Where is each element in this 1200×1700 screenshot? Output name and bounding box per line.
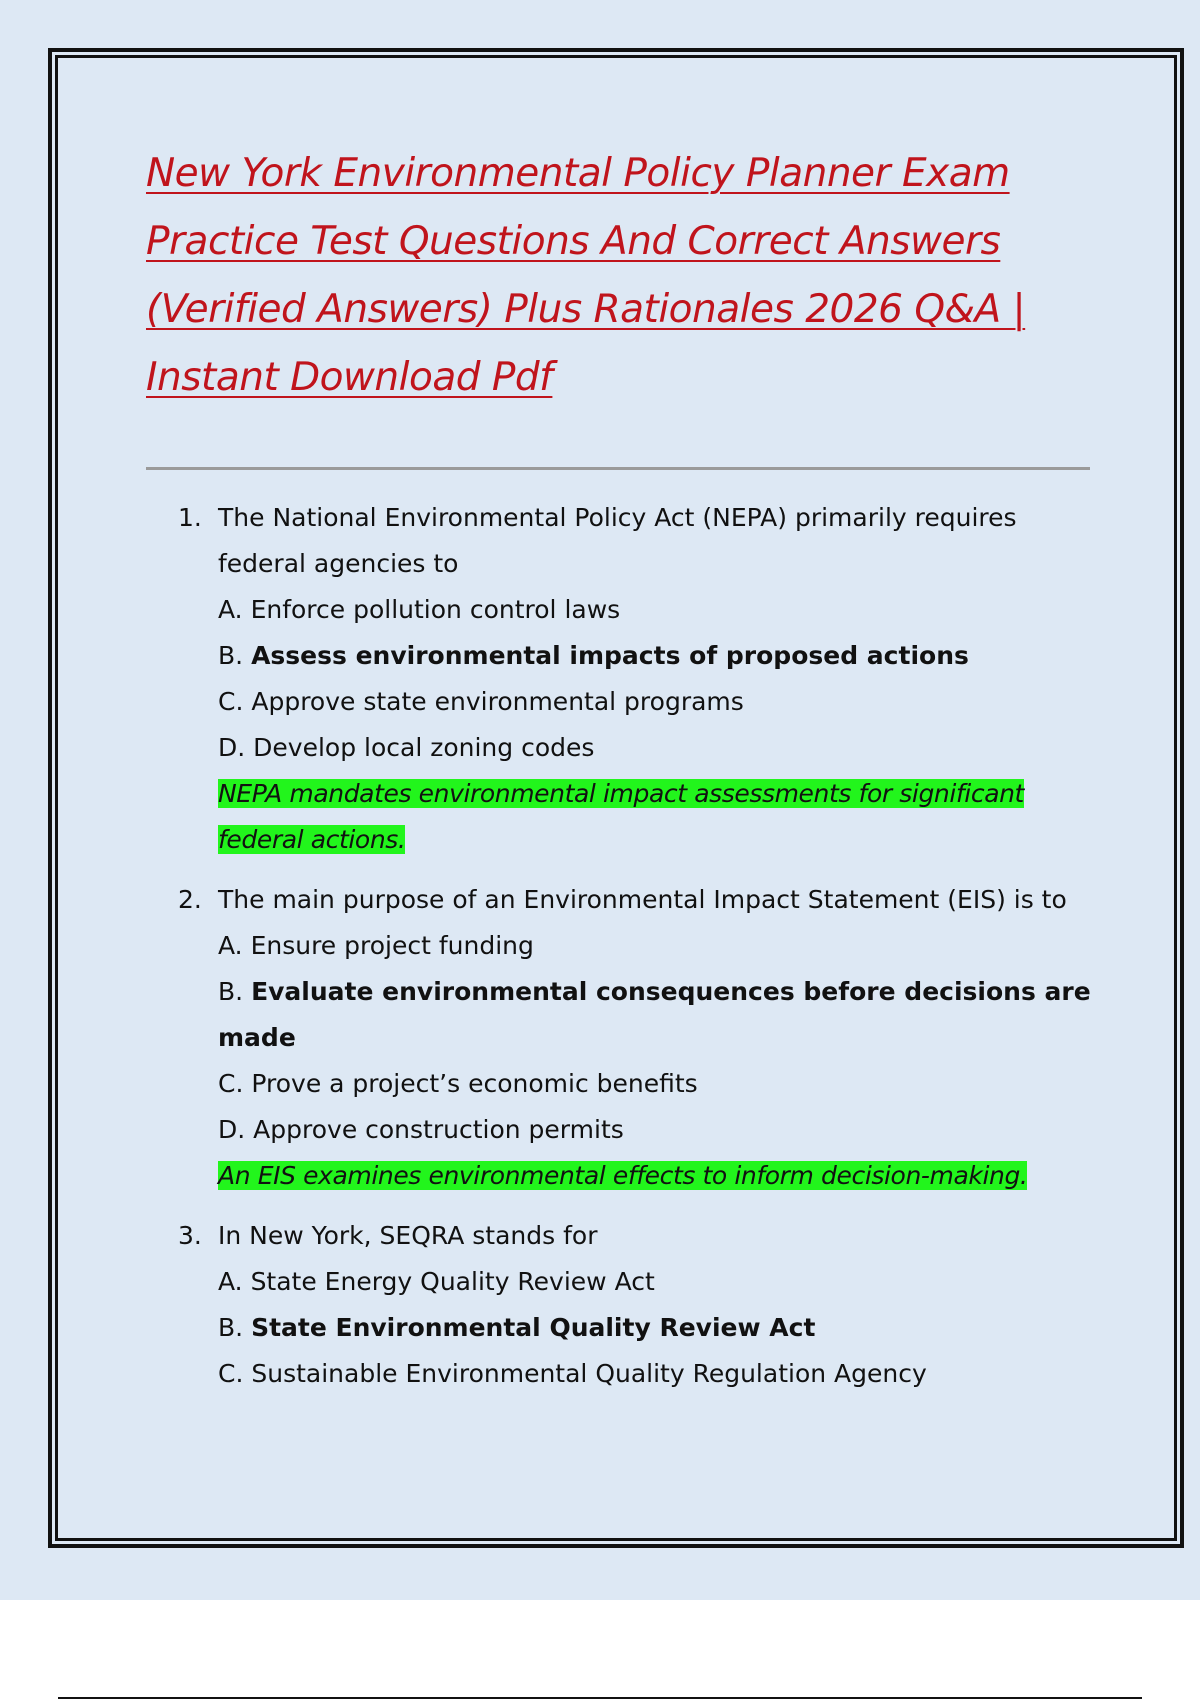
answer-option — [178, 1107, 1098, 1153]
rationale-highlight: NEPA mandates environmental impact assessments for significant federal actions. — [218, 779, 1024, 854]
option-text: Sustainable Environmental Quality Regulation Agency — [251, 1359, 927, 1388]
title-divider — [146, 467, 1090, 470]
question-text: The National Environmental Policy Act (NEPA) primarily requires federal agencies to — [218, 503, 1017, 578]
option-letter: A. — [218, 1267, 243, 1296]
correct-answer-option — [178, 1305, 1098, 1351]
answer-option — [178, 1061, 1098, 1107]
option-letter: D. — [218, 1115, 246, 1144]
option-letter: A. — [218, 595, 243, 624]
option-letter: C. — [218, 687, 244, 716]
option-text: Assess environmental impacts of proposed actions — [251, 641, 969, 670]
question-item — [178, 495, 1098, 863]
footer-divider — [58, 1697, 1142, 1699]
option-letter: C. — [218, 1069, 244, 1098]
answer-option — [178, 725, 1098, 771]
option-text: State Environmental Quality Review Act — [251, 1313, 816, 1342]
option-text: Prove a project’s economic benefits — [251, 1069, 698, 1098]
correct-answer-option — [178, 969, 1098, 1061]
answer-option — [178, 1259, 1098, 1305]
answer-option — [178, 587, 1098, 633]
option-text: State Energy Quality Review Act — [250, 1267, 655, 1296]
option-letter: B. — [218, 641, 244, 670]
option-text: Approve construction permits — [253, 1115, 624, 1144]
option-text: Develop local zoning codes — [253, 733, 595, 762]
answer-option — [178, 1351, 1098, 1397]
option-letter: C. — [218, 1359, 244, 1388]
rationale — [178, 771, 1098, 863]
answer-option — [178, 923, 1098, 969]
option-text: Enforce pollution control laws — [250, 595, 621, 624]
document-title[interactable]: New York Environmental Policy Planner Exam Practice Test Questions And Correct Answers (Verified Answers) Plus Rationales 2026 Q&A | Instant Download Pdf — [146, 151, 1026, 400]
correct-answer-option — [178, 633, 1098, 679]
question-number: 1. — [178, 503, 202, 532]
option-text: Evaluate environmental consequences before decisions are made — [218, 977, 1091, 1052]
option-text: Approve state environmental programs — [251, 687, 744, 716]
question-number: 3. — [178, 1221, 202, 1250]
option-letter: B. — [218, 1313, 244, 1342]
option-letter: A. — [218, 931, 243, 960]
option-letter: D. — [218, 733, 246, 762]
answer-option — [178, 679, 1098, 725]
option-text: Ensure project funding — [250, 931, 534, 960]
option-letter: B. — [218, 977, 244, 1006]
rationale — [178, 1153, 1098, 1199]
question-number: 2. — [178, 885, 202, 914]
question-text: The main purpose of an Environmental Impact Statement (EIS) is to — [218, 885, 1067, 914]
rationale-highlight: An EIS examines environmental effects to inform decision-making. — [218, 1161, 1028, 1190]
question-item — [178, 877, 1098, 1199]
question-list — [178, 495, 1098, 1411]
question-text: In New York, SEQRA stands for — [218, 1221, 598, 1250]
question-item — [178, 1213, 1098, 1397]
